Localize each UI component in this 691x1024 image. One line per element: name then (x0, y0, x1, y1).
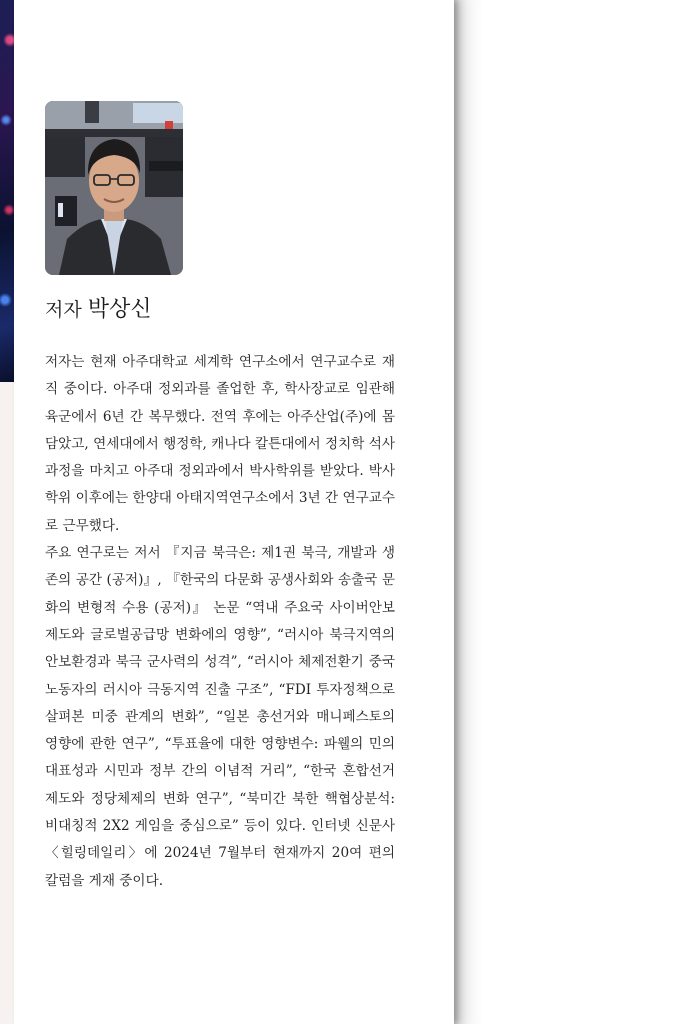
cover-edge-lower (0, 382, 14, 1024)
background-right (454, 0, 691, 1024)
author-bio (45, 349, 395, 895)
author-prefix: 저자 (45, 299, 82, 321)
cover-image-edge (0, 0, 14, 382)
bio-paragraph-2: 주요 연구로는 저서 『지금 북극은: 제1권 북극, 개발과 생존의 공간 (공저)』, 『한국의 다문화 공생사회와 송출국 문화의 변형적 수용 (공저)』 논문 “역내 주요국 사이버안보 제도와 글로벌공급망 변화에의 영향”, “러시아 북극지역의 안보환경과 북극 군사력의 성격”, “러시아 체제전환기 중국 노동자의 러시아 극동지역 진출 구조”, “FDI 투자정책으로 살펴본 미중 관계의 변화”, “일본 총선거와 매니페스토의 영향에 관한 연구”, “투표율에 대한 영향변수: 파웰의 민의대표성과 시민과 정부 간의 이념적 거리”, “한국 혼합선거 제도와 정당체제의 변화 연구”, “북미간 북한 핵협상분석: 비대칭적 2X2 게임을 중심으로” 등이 있다. 인터넷 신문사 〈힐링데일리〉에 2024년 7월부터 현재까지 20여 편의 칼럼을 게재 중이다. (45, 545, 395, 889)
author-name: 박상신 (87, 297, 152, 322)
author-heading (45, 292, 151, 323)
author-photo (45, 101, 183, 275)
bio-paragraph-1: 저자는 현재 아주대학교 세계학 연구소에서 연구교수로 재직 중이다. 아주대 정외과를 졸업한 후, 학사장교로 임관해 육군에서 6년 간 복무했다. 전역 후에는 아주산업(주)에 몸담았고, 연세대에서 행정학, 캐나다 칼튼대에서 정치학 석사과정을 마치고 아주대 정외과에서 박사학위를 받았다. 박사학위 이후에는 한양대 아태지역연구소에서 3년 간 연구교수로 근무했다. (45, 354, 395, 534)
